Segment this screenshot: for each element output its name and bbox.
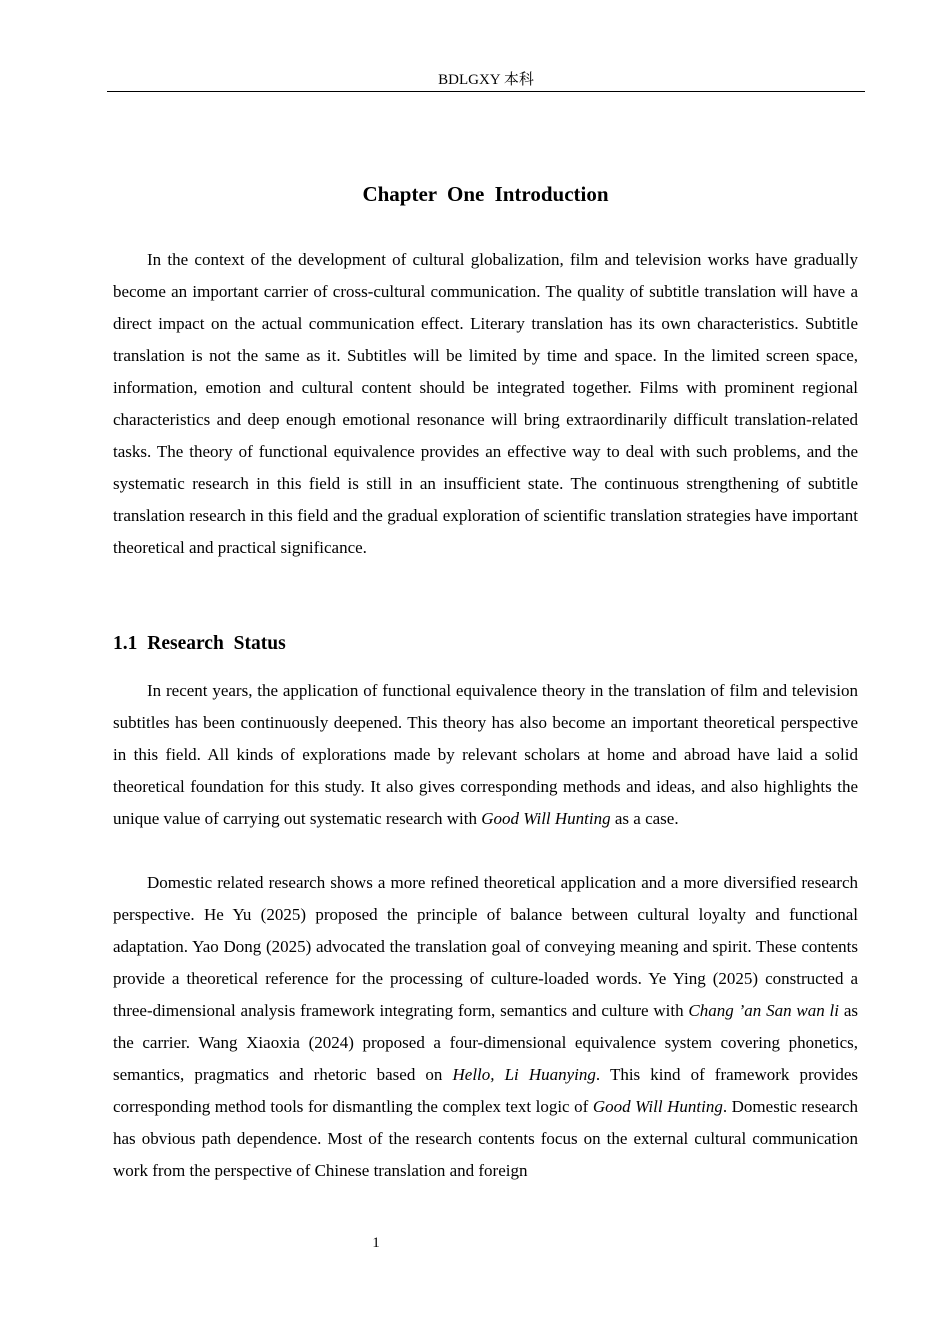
paragraph-text: . Domestic research has obvious path dependence. Most of the research contents focus on the external cultural communication work from the perspective of Chinese translation and foreign [113, 1097, 858, 1180]
paragraph-text: . This kind of framework provides corresponding method tools for dismantling the complex text logic of [113, 1065, 859, 1116]
film-title: Good Will Hunting [592, 1097, 723, 1116]
paragraph-text: as a case. [610, 809, 679, 828]
research-status-paragraph-2 [113, 867, 858, 1187]
film-title: Good Will Hunting [481, 809, 611, 828]
paragraph-text: as the carrier. Wang Xiaoxia (2024) proposed a four-dimensional equivalence system covering phonetics, semantics, pragmatics and rhetoric based on [113, 1001, 858, 1084]
header-rule [107, 91, 865, 92]
paragraph-text: Domestic related research shows a more refined theoretical application and a more diversified research perspective. He Yu (2025) proposed the principle of balance between cultural loyalty and functional adaptation. Yao Dong (2025) advocated the translation goal of conveying meaning and spirit. These contents provide a theoretical reference for the processing of culture-loaded words. Ye Ying (2025) constructed a three-dimensional analysis framework integrating form, semantics and culture with [113, 873, 858, 1020]
research-status-paragraph-1 [113, 675, 858, 835]
intro-paragraph: In the context of the development of cultural globalization, film and television works have gradually become an important carrier of cross-cultural communication. The quality of subtitle translation will have a direct impact on the actual communication effect. Literary translation has its own characteristics. Subtitle translation is not the same as it. Subtitles will be limited by time and space. In the limited screen space, information, emotion and cultural content should be integrated together. Films with prominent regional characteristics and deep enough emotional resonance will bring extraordinarily difficult translation-related tasks. The theory of functional equivalence provides an effective way to deal with such problems, and the systematic research in this field is still in an insufficient state. The continuous strengthening of subtitle translation research in this field and the gradual exploration of scientific translation strategies have important theoretical and practical significance. [113, 250, 858, 557]
running-header: BDLGXY 本科 [438, 72, 534, 88]
film-title: Hello, Li Huanying [452, 1065, 596, 1084]
page-number: 1 [372, 1235, 380, 1251]
chapter-title: Chapter One Introduction [362, 182, 609, 206]
section-title: 1.1 Research Status [113, 633, 286, 654]
film-title: Chang ’an San wan li [688, 1001, 839, 1020]
paragraph-text: In recent years, the application of functional equivalence theory in the translation of film and television subtitles has been continuously deepened. This theory has also become an important theoretical perspective in this field. All kinds of explorations made by relevant scholars at home and abroad have laid a solid theoretical foundation for this study. It also gives corresponding methods and ideas, and also highlights the unique value of carrying out systematic research with [113, 681, 858, 828]
